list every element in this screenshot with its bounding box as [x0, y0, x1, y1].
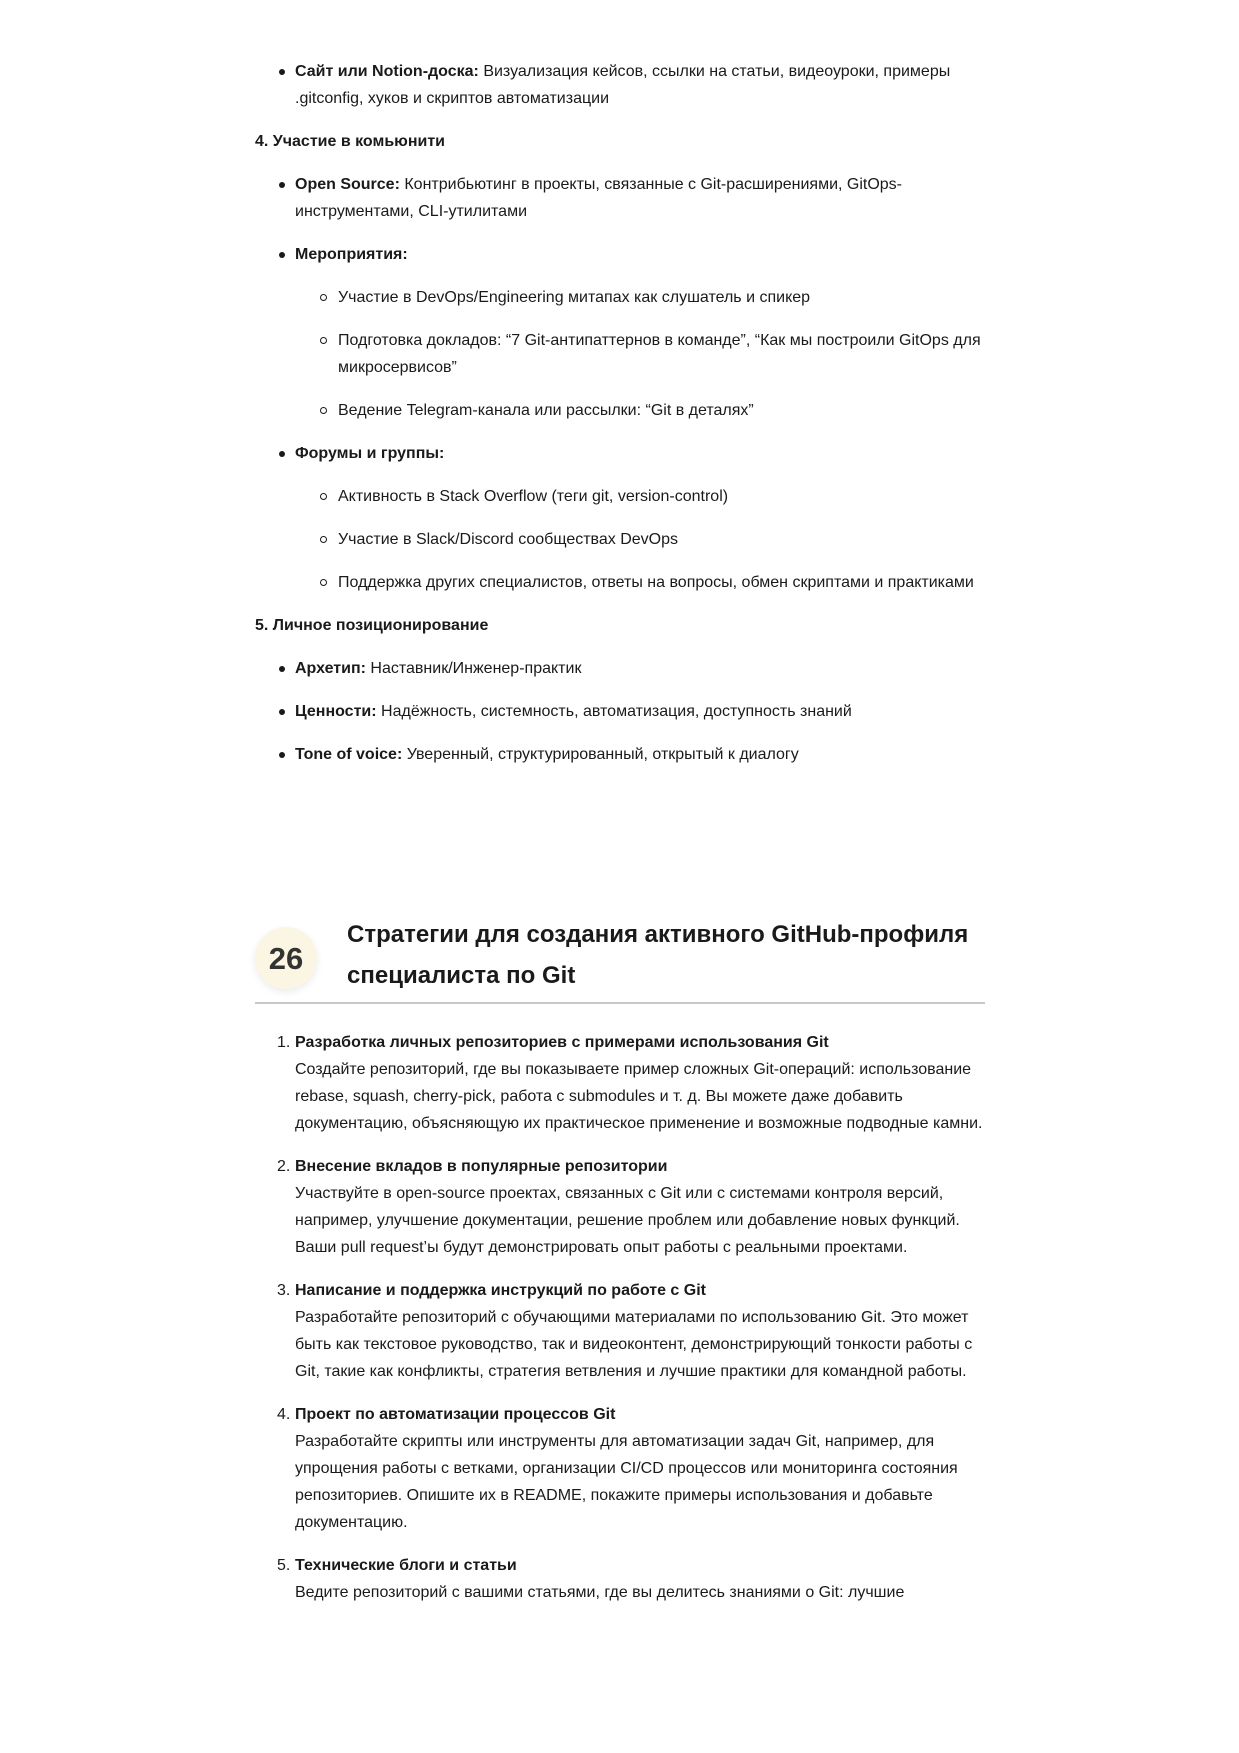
- strategies-list: [255, 1029, 985, 1622]
- section-heading: 4. Участие в комьюнити: [255, 133, 445, 150]
- profile-plan: [255, 58, 985, 784]
- item-text: Разработайте скрипты или инструменты для автоматизации задач Git, например, для упрощения работы с ветками, организации CI/CD процессов или мониторинга состояния репозиториев. Опишите их в README, покажите примеры использования и добавьте документацию.: [295, 1433, 958, 1531]
- item-number: 2.: [277, 1158, 291, 1175]
- item-number: 5.: [277, 1557, 291, 1574]
- list-item: [255, 241, 985, 268]
- list-item: [255, 698, 985, 725]
- list-item: [255, 440, 985, 467]
- item-number: 3.: [277, 1282, 291, 1299]
- divider: [255, 1002, 985, 1004]
- item-label: Форумы и группы:: [295, 445, 445, 462]
- section-title: Стратегии для создания активного GitHub-профиля специалиста по Git: [347, 921, 969, 989]
- item-label: Ценности:: [295, 703, 377, 720]
- item-label: Архетип:: [295, 660, 366, 677]
- item-number: 4.: [277, 1406, 291, 1423]
- item-label: Open Source:: [295, 176, 400, 193]
- item-title: Разработка личных репозиториев с примерами использования Git: [295, 1034, 829, 1051]
- item-title: Проект по автоматизации процессов Git: [295, 1406, 616, 1423]
- item-label: Сайт или Notion-доска:: [295, 63, 479, 80]
- item-text: Контрибьютинг в проекты, связанные с Git-расширениями, GitOps-инструментами, CLI-утилитами: [295, 176, 903, 220]
- item-label: Tone of voice:: [295, 746, 403, 763]
- item-text: Разработайте репозиторий с обучающими материалами по использованию Git. Это может быть как текстовое руководство, так и видеоконтент, демонстрирующий тонкости работы с Git, такие как конфликты, стратегия ветвления и лучшие практики для командной работы.: [295, 1309, 973, 1380]
- sub-list-item: Участие в Slack/Discord сообществах DevOps: [255, 526, 985, 553]
- item-text: Создайте репозиторий, где вы показываете пример сложных Git-операций: использование rebase, squash, cherry-pick, работа с submodules и т. д. Вы можете даже добавить документацию, объясняющую их практическое применение и возможные подводные камни.: [295, 1061, 983, 1132]
- item-text: Уверенный, структурированный, открытый к диалогу: [402, 746, 799, 763]
- strategy-item: [255, 1277, 985, 1385]
- item-title: Написание и поддержка инструкций по работе с Git: [295, 1282, 706, 1299]
- sub-list-item: Ведение Telegram-канала или рассылки: “Git в деталях”: [255, 397, 985, 424]
- list-item: [255, 655, 985, 682]
- section-number-badge: 26: [255, 927, 317, 989]
- list-item: [255, 58, 985, 112]
- sub-list-item: Поддержка других специалистов, ответы на вопросы, обмен скриптами и практиками: [255, 569, 985, 596]
- strategy-item: [255, 1552, 985, 1606]
- strategy-item: [255, 1401, 985, 1536]
- item-label: Мероприятия:: [295, 246, 408, 263]
- sub-list-item: Участие в DevOps/Engineering митапах как слушатель и спикер: [255, 284, 985, 311]
- item-title: Технические блоги и статьи: [295, 1557, 517, 1574]
- item-number: 1.: [277, 1034, 291, 1051]
- list-item: [255, 171, 985, 225]
- sub-list-item: Подготовка докладов: “7 Git-антипаттернов в команде”, “Как мы построили GitOps для микросервисов”: [255, 327, 985, 381]
- item-text: Надёжность, системность, автоматизация, доступность знаний: [376, 703, 852, 720]
- strategy-item: [255, 1029, 985, 1137]
- section-header: [255, 912, 985, 1004]
- item-text: Участвуйте в open-source проектах, связанных с Git или с системами контроля версий, например, улучшение документации, решение проблем или добавление новых функций. Ваши pull request’ы будут демонстрировать опыт работы с реальными проектами.: [295, 1185, 960, 1256]
- section-heading: 5. Личное позиционирование: [255, 617, 489, 634]
- item-title: Внесение вкладов в популярные репозитории: [295, 1158, 668, 1175]
- item-text: Ведите репозиторий с вашими статьями, где вы делитесь знаниями о Git: лучшие: [295, 1584, 905, 1601]
- strategy-item: [255, 1153, 985, 1261]
- item-text: Визуализация кейсов, ссылки на статьи, видеоуроки, примеры .gitconfig, хуков и скриптов автоматизации: [295, 63, 951, 107]
- item-text: Наставник/Инженер-практик: [365, 660, 582, 677]
- list-item: [255, 741, 985, 768]
- sub-list-item: Активность в Stack Overflow (теги git, version-control): [255, 483, 985, 510]
